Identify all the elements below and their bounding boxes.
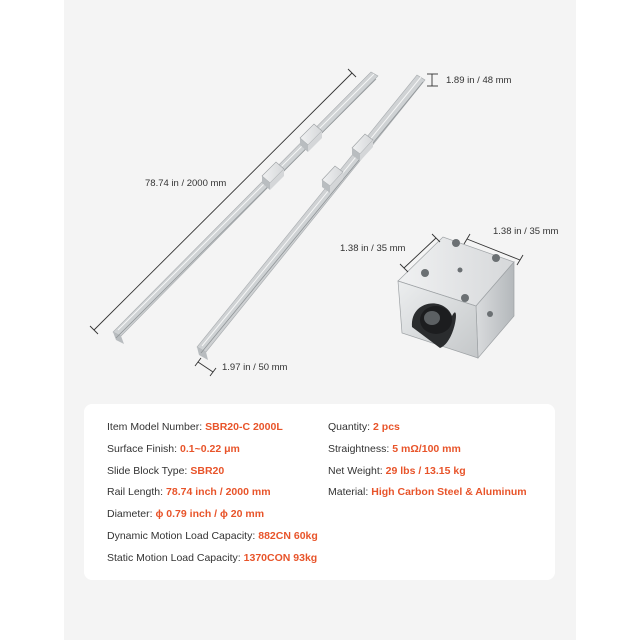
spec-slide-block-type: Slide Block Type: SBR20 <box>107 465 225 477</box>
dimension-line-height <box>427 74 438 86</box>
slide-block-left-2 <box>262 162 284 190</box>
dimension-line-width <box>195 358 216 376</box>
spec-rail-length: Rail Length: 78.74 inch / 2000 mm <box>107 486 271 498</box>
spec-card <box>84 404 555 580</box>
spec-surface-finish: Surface Finish: 0.1~0.22 μm <box>107 443 240 455</box>
spec-straightness: Straightness: 5 mΩ/100 mm <box>328 443 461 455</box>
slide-block-left-1 <box>300 124 322 152</box>
spec-dynamic-load: Dynamic Motion Load Capacity: 882CN 60kg <box>107 530 318 542</box>
slide-block-detail <box>398 237 514 358</box>
slide-block-right-2 <box>322 166 343 193</box>
rail-height-label: 1.89 in / 48 mm <box>446 75 512 86</box>
slide-block-right-1 <box>352 134 373 161</box>
spec-material: Material: High Carbon Steel & Aluminum <box>328 486 527 498</box>
block-width-left-label: 1.38 in / 35 mm <box>340 243 406 254</box>
rail-width-label: 1.97 in / 50 mm <box>222 362 288 373</box>
spec-static-load: Static Motion Load Capacity: 1370CON 93kg <box>107 552 318 564</box>
spec-item-model: Item Model Number: SBR20-C 2000L <box>107 421 283 433</box>
spec-quantity: Quantity: 2 pcs <box>328 421 400 433</box>
rail-length-label: 78.74 in / 2000 mm <box>145 178 227 189</box>
spec-diameter: Diameter: ϕ 0.79 inch / ϕ 20 mm <box>107 508 265 520</box>
spec-net-weight: Net Weight: 29 lbs / 13.15 kg <box>328 465 466 477</box>
block-width-right-label: 1.38 in / 35 mm <box>493 226 559 237</box>
